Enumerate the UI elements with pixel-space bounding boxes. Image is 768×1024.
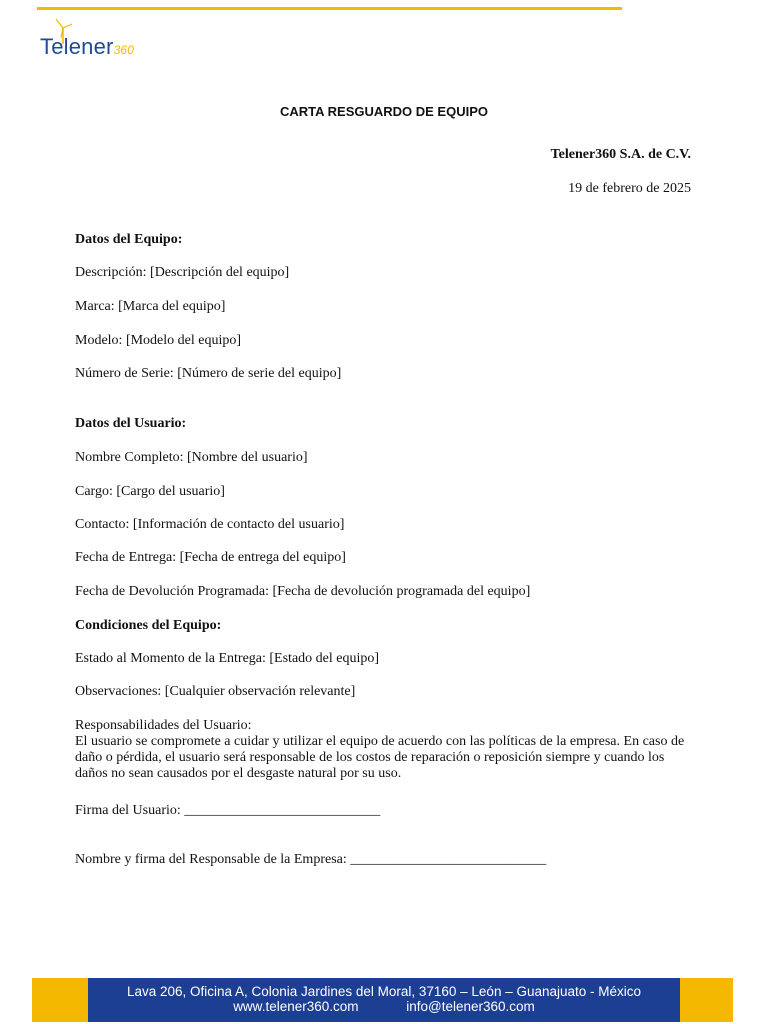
user-heading: Datos del Usuario: <box>75 416 187 431</box>
footer-address: Lava 206, Oficina A, Colonia Jardines del Moral, 37160 – León – Guanajuato - México <box>126 984 642 999</box>
footer <box>32 978 733 1022</box>
user-return-date: Fecha de Devolución Programada: [Fecha de devolución programada del equipo] <box>75 584 531 599</box>
responsibilities-text: El usuario se compromete a cuidar y utilizar el equipo de acuerdo con las políticas de la empresa. En caso de daño o pérdida, el usuario será responsable de los costos de reparación o reposición siempre y cuando los daños no sean causados por el desgaste natural por su uso. <box>75 734 685 781</box>
company-logo <box>40 26 160 70</box>
equipment-model: Modelo: [Modelo del equipo] <box>75 333 242 348</box>
responsibilities-section <box>75 718 695 782</box>
conditions-heading: Condiciones del Equipo: <box>75 618 222 633</box>
conditions-state: Estado al Momento de la Entrega: [Estado del equipo] <box>75 651 380 666</box>
user-contact: Contacto: [Información de contacto del usuario] <box>75 517 345 532</box>
equipment-description: Descripción: [Descripción del equipo] <box>75 265 290 280</box>
user-position: Cargo: [Cargo del usuario] <box>75 484 225 499</box>
document-date: 19 de febrero de 2025 <box>568 181 691 196</box>
footer-website[interactable]: www.telener360.com <box>233 999 359 1014</box>
header-accent-bar <box>37 7 622 10</box>
user-signature-line: Firma del Usuario: ____________________________ <box>75 803 381 818</box>
footer-email[interactable]: info@telener360.com <box>406 999 535 1014</box>
responsibilities-heading: Responsabilidades del Usuario: <box>75 718 252 733</box>
equipment-serial: Número de Serie: [Número de serie del equipo] <box>75 366 342 381</box>
footer-contact-band <box>88 978 680 1022</box>
equipment-brand: Marca: [Marca del equipo] <box>75 299 226 314</box>
document-title: CARTA RESGUARDO DE EQUIPO <box>279 104 488 119</box>
logo-name: Telener <box>40 34 114 59</box>
user-name: Nombre Completo: [Nombre del usuario] <box>75 450 308 465</box>
user-delivery-date: Fecha de Entrega: [Fecha de entrega del equipo] <box>75 550 346 565</box>
company-name: Telener360 S.A. de C.V. <box>550 147 691 162</box>
conditions-observations: Observaciones: [Cualquier observación relevante] <box>75 684 356 699</box>
company-signature-line: Nombre y firma del Responsable de la Empresa: ____________________________ <box>75 852 547 867</box>
logo-suffix: 360 <box>113 43 135 57</box>
equipment-heading: Datos del Equipo: <box>75 232 183 247</box>
